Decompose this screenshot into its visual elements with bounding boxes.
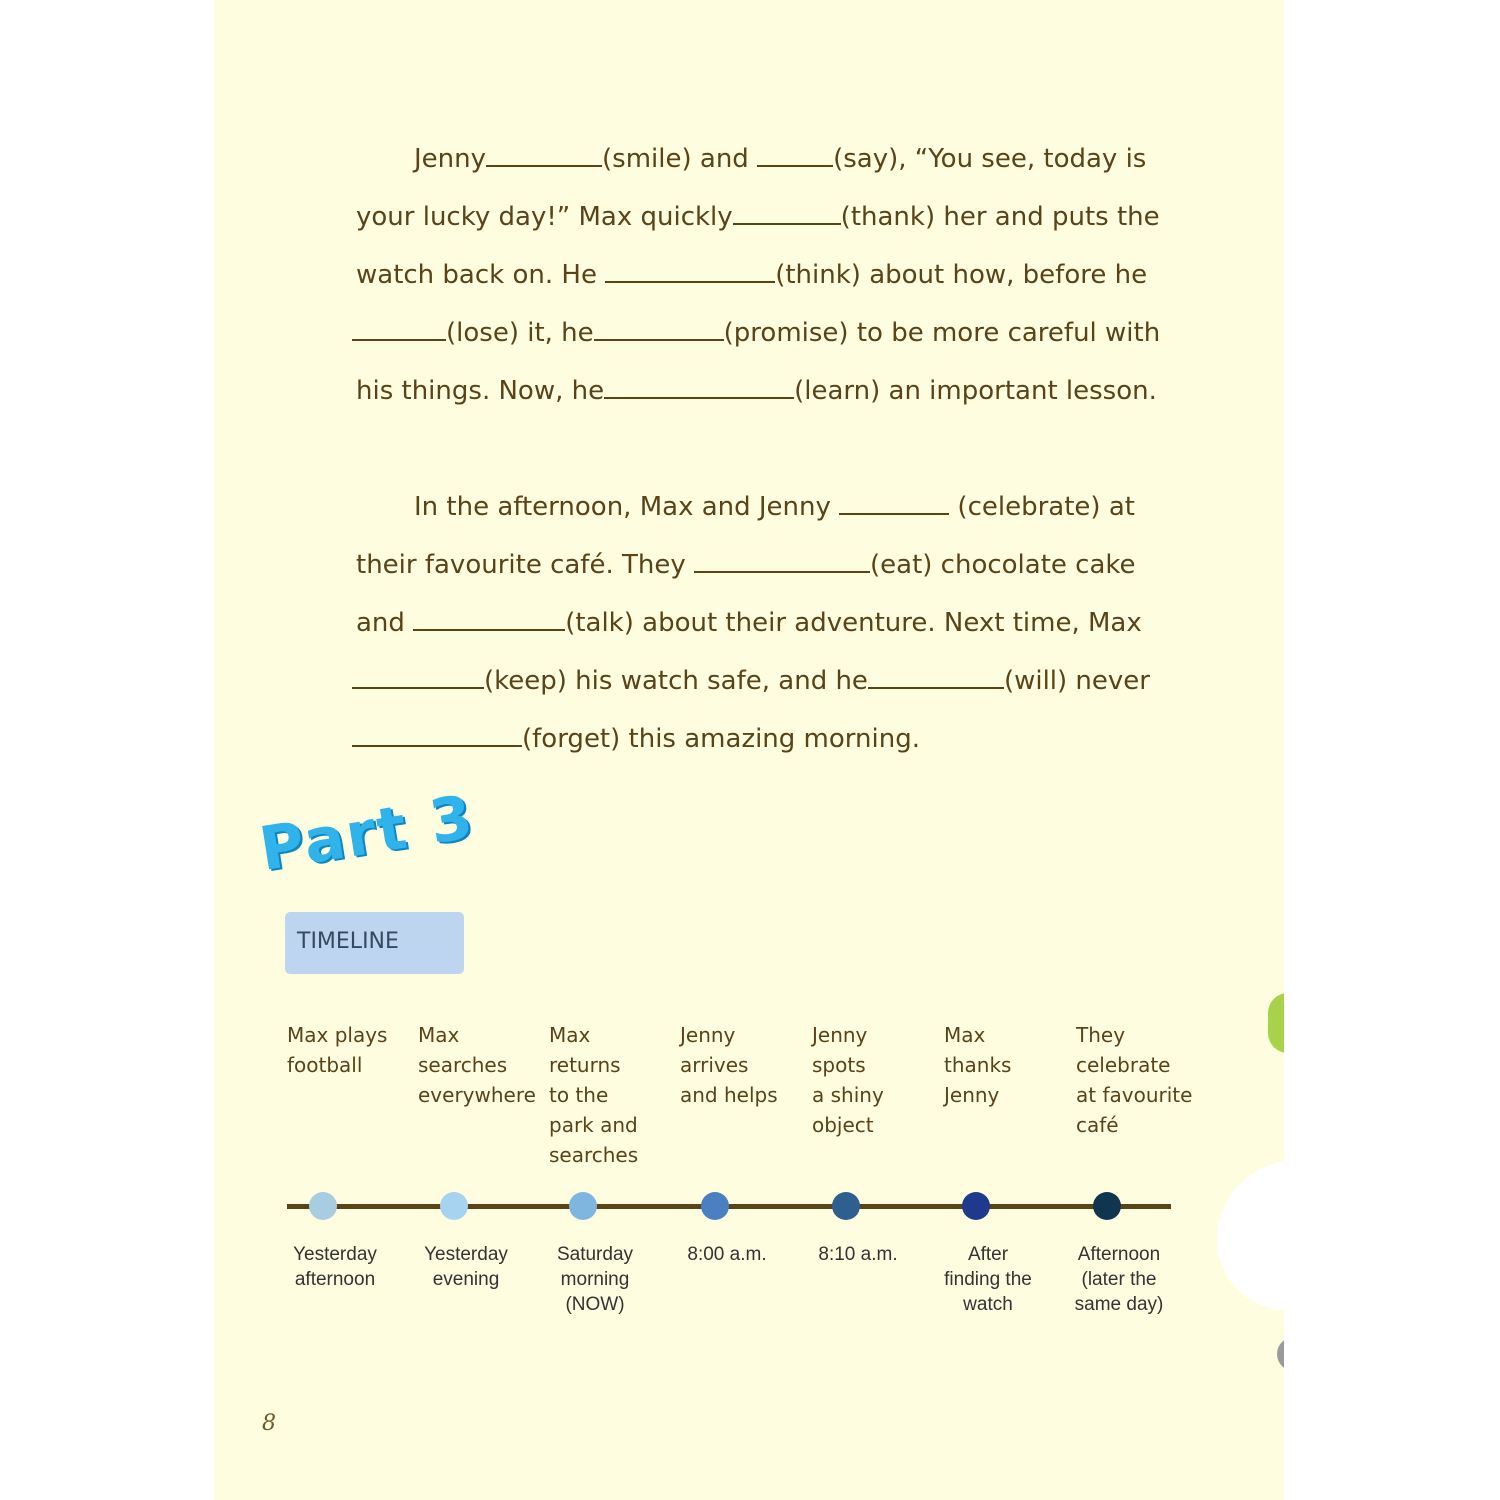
time-line: Afternoon [1077, 1244, 1161, 1265]
answer-blank[interactable] [605, 253, 775, 283]
line-text: (learn) an important lesson. [794, 376, 1157, 406]
workbook-page [214, 0, 1284, 1500]
answer-blank[interactable] [733, 195, 841, 225]
line-text: (promise) to be more careful with [723, 318, 1161, 348]
timeline-time [406, 1242, 526, 1292]
timeline-axis [287, 1204, 1171, 1209]
time-line: watch [963, 1294, 1013, 1315]
timeline-dot [701, 1192, 729, 1220]
event-line: They [1076, 1023, 1126, 1047]
time-line: After [967, 1244, 1009, 1265]
timeline-dot [1093, 1192, 1121, 1220]
time-line: morning [560, 1269, 630, 1290]
time-line: (later the [1081, 1269, 1157, 1290]
answer-blank[interactable] [839, 485, 949, 515]
line-text: (think) about how, before he [775, 260, 1148, 290]
event-line: a shiny [812, 1083, 884, 1107]
time-line: (NOW) [565, 1294, 625, 1315]
timeline-time [1059, 1242, 1179, 1317]
timeline-event [680, 1020, 812, 1110]
line-text: (thank) her and puts the [840, 202, 1160, 232]
answer-blank[interactable] [694, 543, 870, 573]
line-text: (forget) this amazing morning. [522, 724, 920, 754]
answer-blank[interactable] [352, 659, 484, 689]
timeline-dot [309, 1192, 337, 1220]
line-text: (eat) chocolate cake [870, 550, 1136, 580]
line-text: Jenny [414, 144, 487, 174]
time-line: Saturday [556, 1244, 634, 1265]
time-line: evening [432, 1269, 500, 1290]
paragraph-line [352, 659, 1150, 699]
time-line: Yesterday [424, 1244, 508, 1265]
line-text: his things. Now, he [356, 376, 605, 406]
event-line: returns [549, 1053, 621, 1077]
paragraph-line [352, 717, 920, 757]
timeline-event [287, 1020, 419, 1080]
event-line: searches [418, 1053, 508, 1077]
line-text: (keep) his watch safe, and he [484, 666, 868, 696]
page-number: 8 [262, 1411, 276, 1436]
line-text: their favourite café. They [356, 550, 694, 580]
answer-blank[interactable] [594, 311, 724, 341]
paragraph-line [356, 195, 1160, 235]
timeline-event [944, 1020, 1076, 1110]
timeline-dot [569, 1192, 597, 1220]
timeline-event [418, 1020, 550, 1110]
event-line: Max [549, 1023, 591, 1047]
line-text: (lose) it, he [446, 318, 594, 348]
event-line: to the [549, 1083, 609, 1107]
line-text: (say), “You see, today is [833, 144, 1147, 174]
line-text: watch back on. He [356, 260, 606, 290]
time-line: 8:00 a.m. [687, 1244, 767, 1265]
event-line: café [1076, 1113, 1119, 1137]
event-line: at favourite [1076, 1083, 1193, 1107]
timeline-label-box [285, 912, 464, 974]
event-line: searches [549, 1143, 639, 1167]
paragraph-line [414, 137, 1146, 177]
event-line: and helps [680, 1083, 778, 1107]
event-line: Max plays [287, 1023, 388, 1047]
timeline-time [667, 1242, 787, 1267]
paragraph-line [414, 485, 1135, 525]
paragraph-line [356, 601, 1142, 641]
timeline-event [812, 1020, 944, 1140]
event-line: Jenny [944, 1083, 1000, 1107]
timeline-time [928, 1242, 1048, 1317]
paragraph-line [352, 311, 1160, 351]
paragraph-line [356, 369, 1157, 409]
circle-decoration [1217, 1160, 1284, 1310]
timeline-dot [962, 1192, 990, 1220]
leaf-decoration [1268, 993, 1284, 1053]
event-line: thanks [944, 1053, 1012, 1077]
event-line: spots [812, 1053, 866, 1077]
paragraph-line [356, 253, 1147, 293]
line-text: (celebrate) at [949, 492, 1135, 522]
line-text: and [356, 608, 414, 638]
time-line: finding the [944, 1269, 1032, 1290]
timeline-event [1076, 1020, 1208, 1140]
stone-decoration [1277, 1337, 1284, 1371]
event-line: Jenny [812, 1023, 868, 1047]
answer-blank[interactable] [604, 369, 794, 399]
answer-blank[interactable] [352, 717, 522, 747]
time-line: 8:10 a.m. [818, 1244, 898, 1265]
line-text: In the afternoon, Max and Jenny [414, 492, 840, 522]
event-line: object [812, 1113, 874, 1137]
event-line: Max [418, 1023, 460, 1047]
timeline-time [798, 1242, 918, 1267]
event-line: arrives [680, 1053, 749, 1077]
time-line: afternoon [294, 1269, 376, 1290]
event-line: Max [944, 1023, 986, 1047]
line-text: (smile) and [602, 144, 758, 174]
line-text: (talk) about their adventure. Next time, Max [565, 608, 1142, 638]
time-line: same day) [1074, 1294, 1164, 1315]
answer-blank[interactable] [486, 137, 602, 167]
answer-blank[interactable] [413, 601, 565, 631]
answer-blank[interactable] [757, 137, 833, 167]
part-title: Part 3 [255, 782, 480, 885]
event-line: Jenny [680, 1023, 736, 1047]
line-text: your lucky day!” Max quickly [356, 202, 733, 232]
event-line: everywhere [418, 1083, 536, 1107]
line-text: (will) never [1003, 666, 1150, 696]
event-line: park and [549, 1113, 638, 1137]
answer-blank[interactable] [352, 311, 446, 341]
answer-blank[interactable] [868, 659, 1004, 689]
timeline-time [535, 1242, 655, 1317]
timeline-dot [440, 1192, 468, 1220]
timeline-label: TIMELINE [297, 929, 399, 954]
event-line: celebrate [1076, 1053, 1171, 1077]
event-line: football [287, 1053, 363, 1077]
paragraph-line [356, 543, 1136, 583]
timeline-time [275, 1242, 395, 1292]
timeline-event [549, 1020, 681, 1170]
timeline-dot [832, 1192, 860, 1220]
time-line: Yesterday [293, 1244, 377, 1265]
